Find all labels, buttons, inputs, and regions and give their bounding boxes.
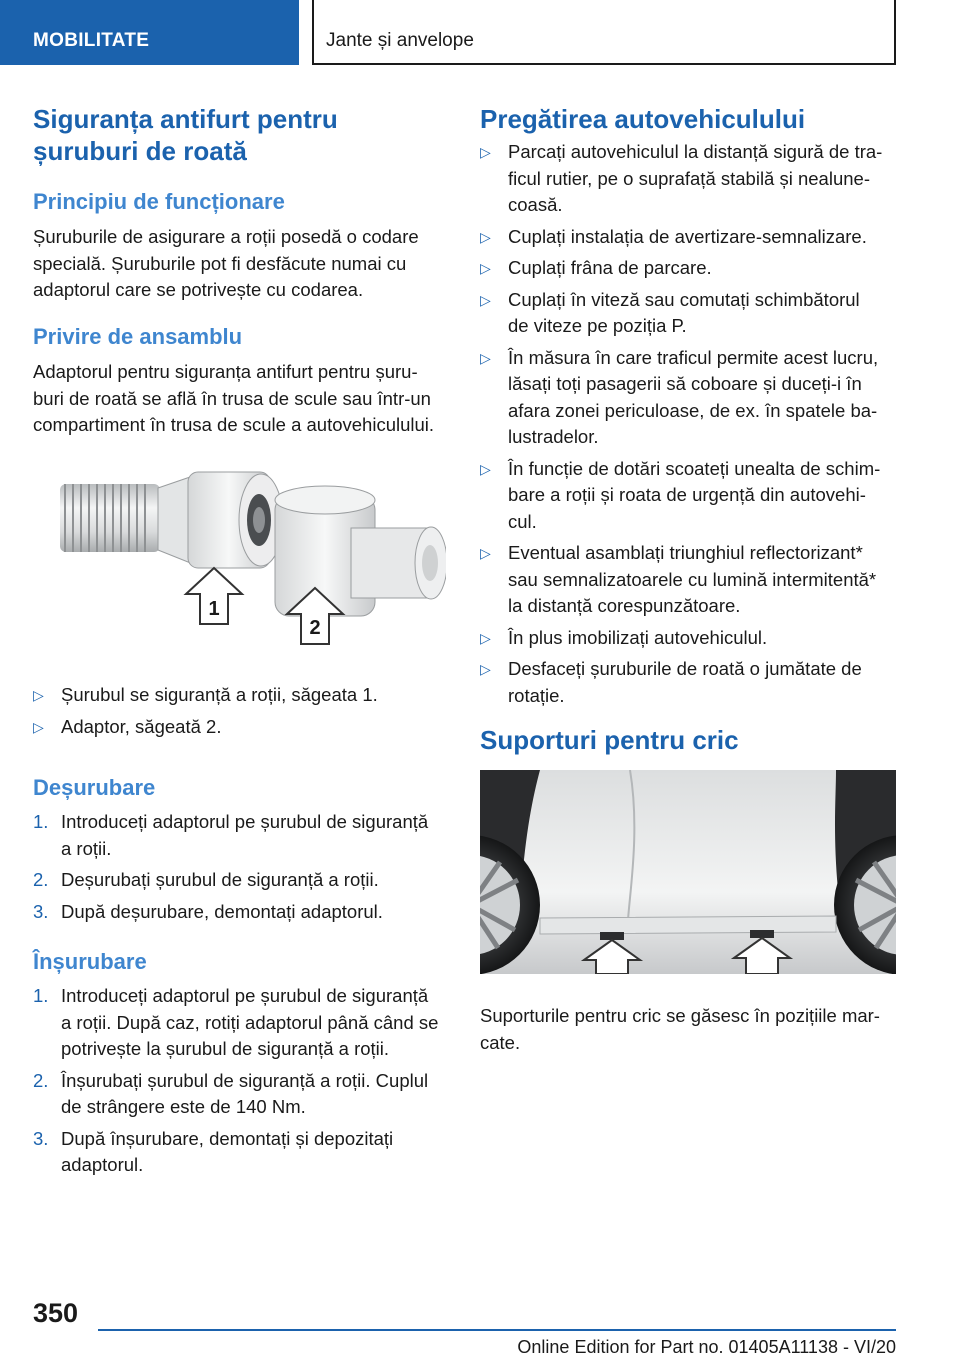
step-line: potrivește la șurubul de siguranță a roții. [61, 1038, 390, 1059]
list-item [480, 139, 896, 219]
step-number: 2. [33, 869, 49, 890]
list-line: la distanță corespunzătoare. [508, 595, 741, 616]
list-item [33, 682, 446, 709]
principle-line: adaptorul care se potrivește cu codarea. [33, 279, 364, 300]
overview-line: Adaptorul pentru siguranța antifurt pentru șuru- [33, 361, 418, 382]
principle-text [33, 224, 419, 304]
triangle-right-icon: ▷ [480, 545, 491, 561]
triangle-right-icon: ▷ [33, 687, 44, 703]
triangle-right-icon: ▷ [33, 718, 44, 735]
step-number: 2. [33, 1069, 49, 1091]
screw-steps [33, 983, 446, 1184]
unscrew-heading: Deșurubare [33, 775, 156, 800]
wheel-lock-figure [33, 458, 446, 658]
figure-legend-list [33, 682, 446, 745]
step-line: de strângere este de 140 Nm. [61, 1096, 306, 1117]
list-line: În plus imobilizați autovehiculul. [508, 626, 768, 648]
unscrew-steps [33, 809, 446, 930]
list-item [480, 224, 896, 251]
list-item [480, 456, 896, 536]
step-number: 1. [33, 811, 49, 832]
step-line: a roții. După caz, rotiți adaptorul până când se [61, 1011, 439, 1033]
list-line: cul. [508, 510, 537, 532]
page-number: 350 [33, 1298, 79, 1328]
section-title-line-1: Siguranța antifurt pentru [33, 104, 338, 134]
list-line: Desfaceți șuruburile de roată o jumătate de [508, 658, 862, 679]
edition-text: Online Edition for Part no. 01405A11138 - VI/20 [517, 1337, 896, 1357]
arrow-label-1: 1 [208, 598, 220, 620]
step-item [33, 867, 446, 894]
step-number: 1. [33, 985, 49, 1006]
step-line: Introduceți adaptorul pe șurubul de siguranță [61, 985, 429, 1006]
topic-tab [312, 0, 896, 65]
step-number: 3. [33, 1127, 49, 1149]
step-item [33, 983, 446, 1063]
triangle-right-icon: ▷ [480, 629, 491, 646]
lock-bolt-drawing [60, 472, 283, 568]
list-item-text: Șurubul se siguranță a roții, săgeata 1. [61, 684, 378, 705]
step-line: Deșurubați șurubul de siguranță a roții. [61, 869, 379, 890]
list-line: ficul rutier, pe o suprafață stabilă și nealune- [508, 167, 870, 189]
step-item [33, 899, 446, 926]
list-item [33, 714, 446, 741]
list-line: afara zonei periculoase, de ex. în spatele ba- [508, 399, 878, 421]
list-item [480, 656, 896, 709]
jack-line: cate. [480, 1031, 521, 1053]
list-line: În măsura în care traficul permite acest lucru, [508, 346, 879, 368]
list-line: În funcție de dotări scoateți unealta de schim- [508, 457, 881, 479]
step-line: După înșurubare, demontați și depozitați [61, 1127, 394, 1149]
step-item [33, 809, 446, 862]
list-item [480, 287, 896, 340]
list-line: lăsați toți pasagerii să coboare și duceți-i în [508, 373, 862, 394]
chapter-tab [0, 0, 299, 65]
list-item-text: Adaptor, săgeată 2. [61, 715, 222, 737]
list-line: Eventual asamblați triunghiul reflectorizant* [508, 542, 863, 563]
list-line: Cuplați în viteză sau comutați schimbătorul [508, 288, 860, 310]
triangle-right-icon: ▷ [480, 661, 491, 677]
list-item [480, 540, 896, 620]
principle-heading: Principiu de funcționare [33, 189, 285, 214]
section-title [33, 103, 338, 167]
overview-line: buri de roată se află în trusa de scule sau într-un [33, 387, 431, 409]
section-title-line-2: șuruburi de roată [33, 136, 247, 166]
triangle-right-icon: ▷ [480, 144, 491, 160]
list-line: coasă. [508, 194, 563, 215]
step-line: a roții. [61, 837, 112, 859]
list-item [480, 345, 896, 451]
jack-points-heading: Suporturi pentru cric [480, 725, 739, 755]
list-item [480, 625, 896, 652]
overview-heading: Privire de ansamblu [33, 324, 243, 349]
triangle-right-icon: ▷ [480, 349, 491, 366]
overview-line: compartiment în trusa de scule a autovehiculului. [33, 414, 435, 435]
triangle-right-icon: ▷ [480, 460, 491, 477]
jack-points-figure [480, 770, 896, 974]
step-item [33, 1126, 446, 1179]
principle-line: Șuruburile de asigurare a roții posedă o codare [33, 226, 419, 247]
step-line: adaptorul. [61, 1154, 144, 1175]
triangle-right-icon: ▷ [480, 228, 491, 245]
triangle-right-icon: ▷ [480, 260, 491, 276]
chapter-title: MOBILITATE [33, 30, 150, 51]
list-line: rotație. [508, 684, 565, 706]
preparation-heading: Pregătirea autovehiculului [480, 104, 806, 134]
adaptor-drawing [275, 486, 446, 616]
step-line: După deșurubare, demontați adaptorul. [61, 900, 383, 922]
list-line: de viteze pe poziția P. [508, 315, 687, 336]
triangle-right-icon: ▷ [480, 291, 491, 308]
list-item [480, 255, 896, 282]
list-line: Cuplați frâna de parcare. [508, 257, 712, 278]
footer-divider [98, 1329, 896, 1331]
list-line: Cuplați instalația de avertizare-semnalizare. [508, 225, 867, 247]
step-item [33, 1068, 446, 1121]
list-line: lustradelor. [508, 426, 599, 447]
list-line: Parcați autovehiculul la distanță sigură de tra- [508, 141, 883, 162]
step-line: Înșurubați șurubul de siguranță a roții. Cuplul [61, 1069, 429, 1091]
arrow-label-2: 2 [309, 617, 321, 639]
jack-line: Suporturile pentru cric se găsesc în pozițiile mar- [480, 1005, 880, 1026]
jack-points-text [480, 1003, 880, 1056]
step-line: Introduceți adaptorul pe șurubul de siguranță [61, 811, 429, 832]
list-line: bare a roții și roata de urgență din autovehi- [508, 484, 866, 505]
screw-heading: Înșurubare [33, 949, 147, 974]
overview-text [33, 359, 434, 439]
arrow-1 [186, 568, 242, 624]
car-body-panel [480, 770, 896, 974]
preparation-list [480, 139, 896, 714]
list-line: sau semnalizatoarele cu lumină intermitentă* [508, 568, 877, 590]
step-number: 3. [33, 900, 49, 922]
principle-line: specială. Șuruburile pot fi desfăcute numai cu [33, 252, 407, 274]
topic-title: Jante și anvelope [326, 30, 474, 51]
